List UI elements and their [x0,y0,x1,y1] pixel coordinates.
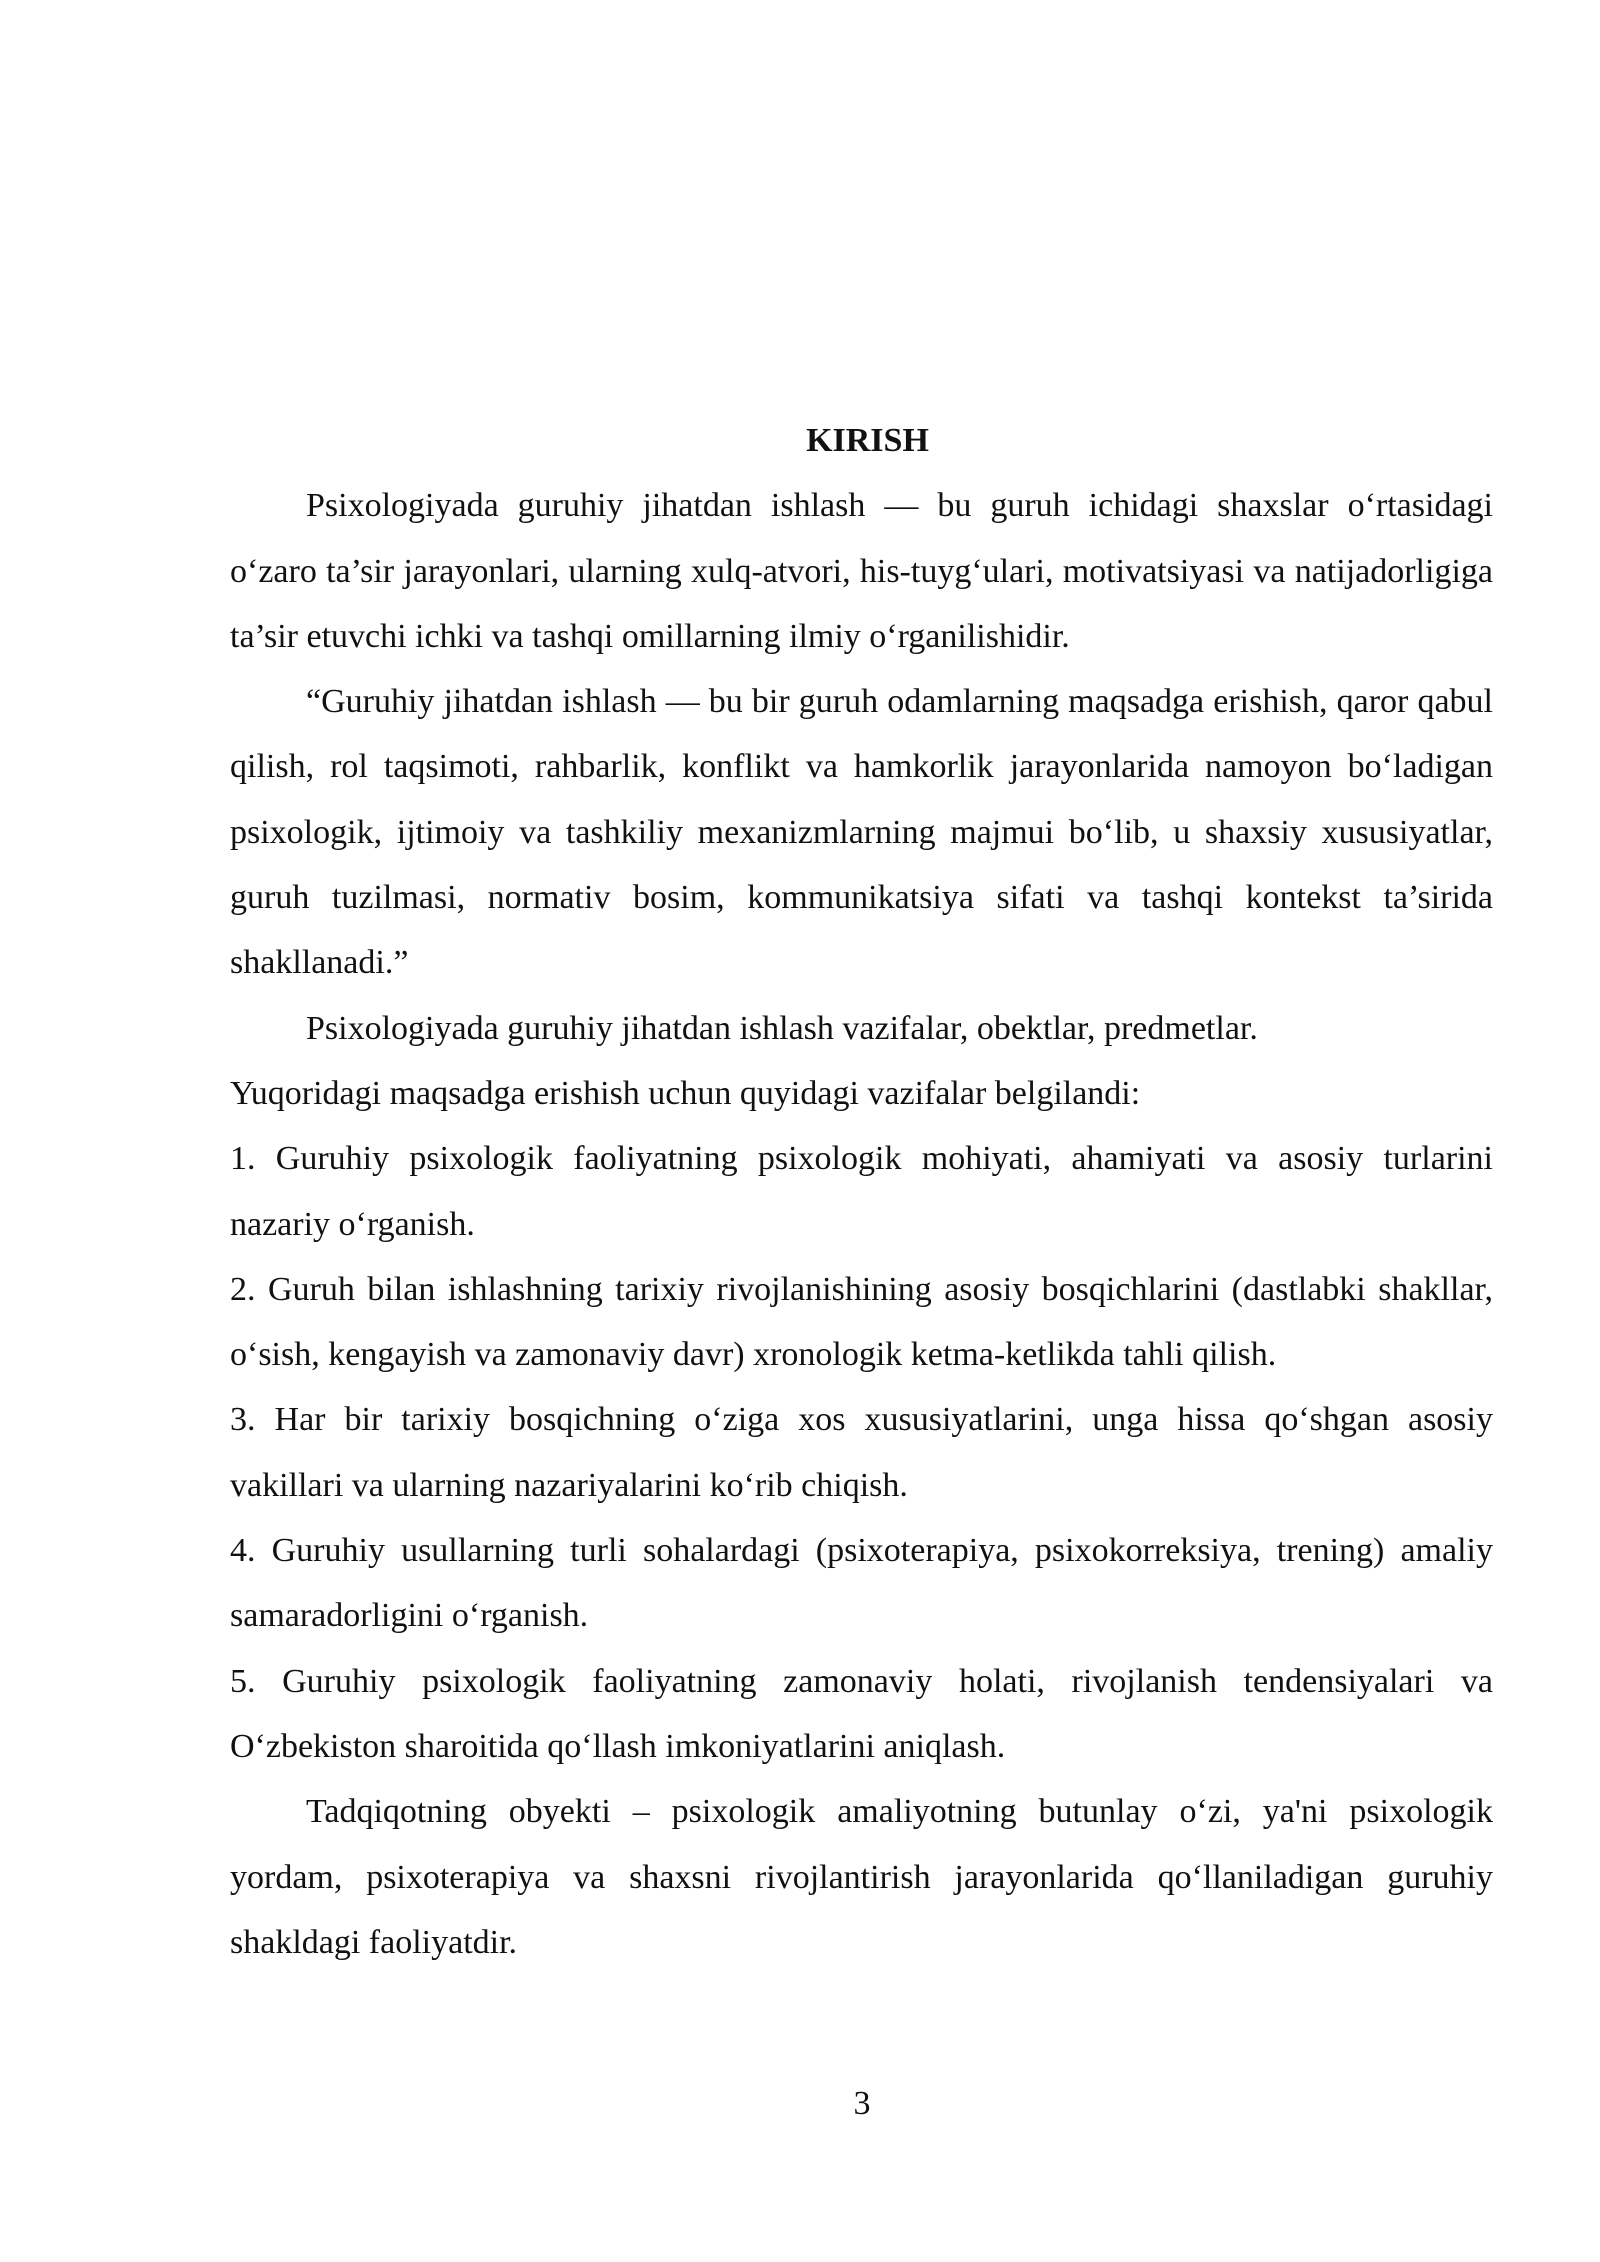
tasks-title-paragraph: Psixologiyada guruhiy jihatdan ishlash vazifalar, obektlar, predmetlar. [306,1009,1258,1047]
task-item-4: 4. Guruhiy usullarning turli sohalardagi (psixoterapiya, psixokorreksiya, trening) amaliy samaradorligini o‘rganish. [230,1532,1493,1635]
task-item-2: 2. Guruh bilan ishlashning tarixiy rivojlanishining asosiy bosqichlarini (dastlabki shakllar, o‘sish, kengayish va zamonaviy davr) xronologik ketma-ketlikda tahli qilish. [230,1270,1493,1374]
tasks-intro-paragraph: Yuqoridagi maqsadga erishish uchun quyidagi vazifalar belgilandi: [230,1074,1141,1112]
task-item-5: 5. Guruhiy psixologik faoliyatning zamonaviy holati, rivojlanish tendensiyalari va O‘zbekiston sharoitida qo‘llash imkoniyatlarini aniqlash. [230,1662,1493,1765]
research-object-paragraph: Tadqiqotning obyekti – psixologik amaliyotning butunlay o‘zi, ya'ni psixologik yordam, psixoterapiya va shaxsni rivojlantirish jarayonlarida qo‘llaniladigan guruhiy shakldagi faoliyatdir. [230,1793,1493,1961]
definition-quote-paragraph: “Guruhiy jihatdan ishlash — bu bir guruh odamlarning maqsadga erishish, qaror qabul qilish, rol taqsimoti, rahbarlik, konflikt va hamkorlik jarayonlarida namoyon bo‘ladigan psixologik, ijtimoiy va tashkiliy mexanizmlarning majmui bo‘lib, u shaxsiy xususiyatlar, guruh tuzilmasi, normativ bosim, kommunikatsiya sifati va tashqi kontekst ta’sirida shakllanadi.” [230,683,1493,982]
task-item-3: 3. Har bir tarixiy bosqichning o‘ziga xos xususiyatlarini, unga hissa qo‘shgan asosiy vakillari va ularning nazariyalarini ko‘rib chiqish. [230,1401,1493,1504]
page-content [230,408,1493,1975]
section-heading: KIRISH [806,422,929,459]
page-number: 3 [853,2085,871,2122]
intro-paragraph: Psixologiyada guruhiy jihatdan ishlash — bu guruh ichidagi shaxslar o‘rtasidagi o‘zaro ta’sir jarayonlari, ularning xulq-atvori, his-tuyg‘ulari, motivatsiyasi va natijadorligiga ta’sir etuvchi ichki va tashqi omillarning ilmiy o‘rganilishidir. [230,487,1493,655]
task-item-1: 1. Guruhiy psixologik faoliyatning psixologik mohiyati, ahamiyati va asosiy turlarini nazariy o‘rganish. [230,1140,1493,1243]
